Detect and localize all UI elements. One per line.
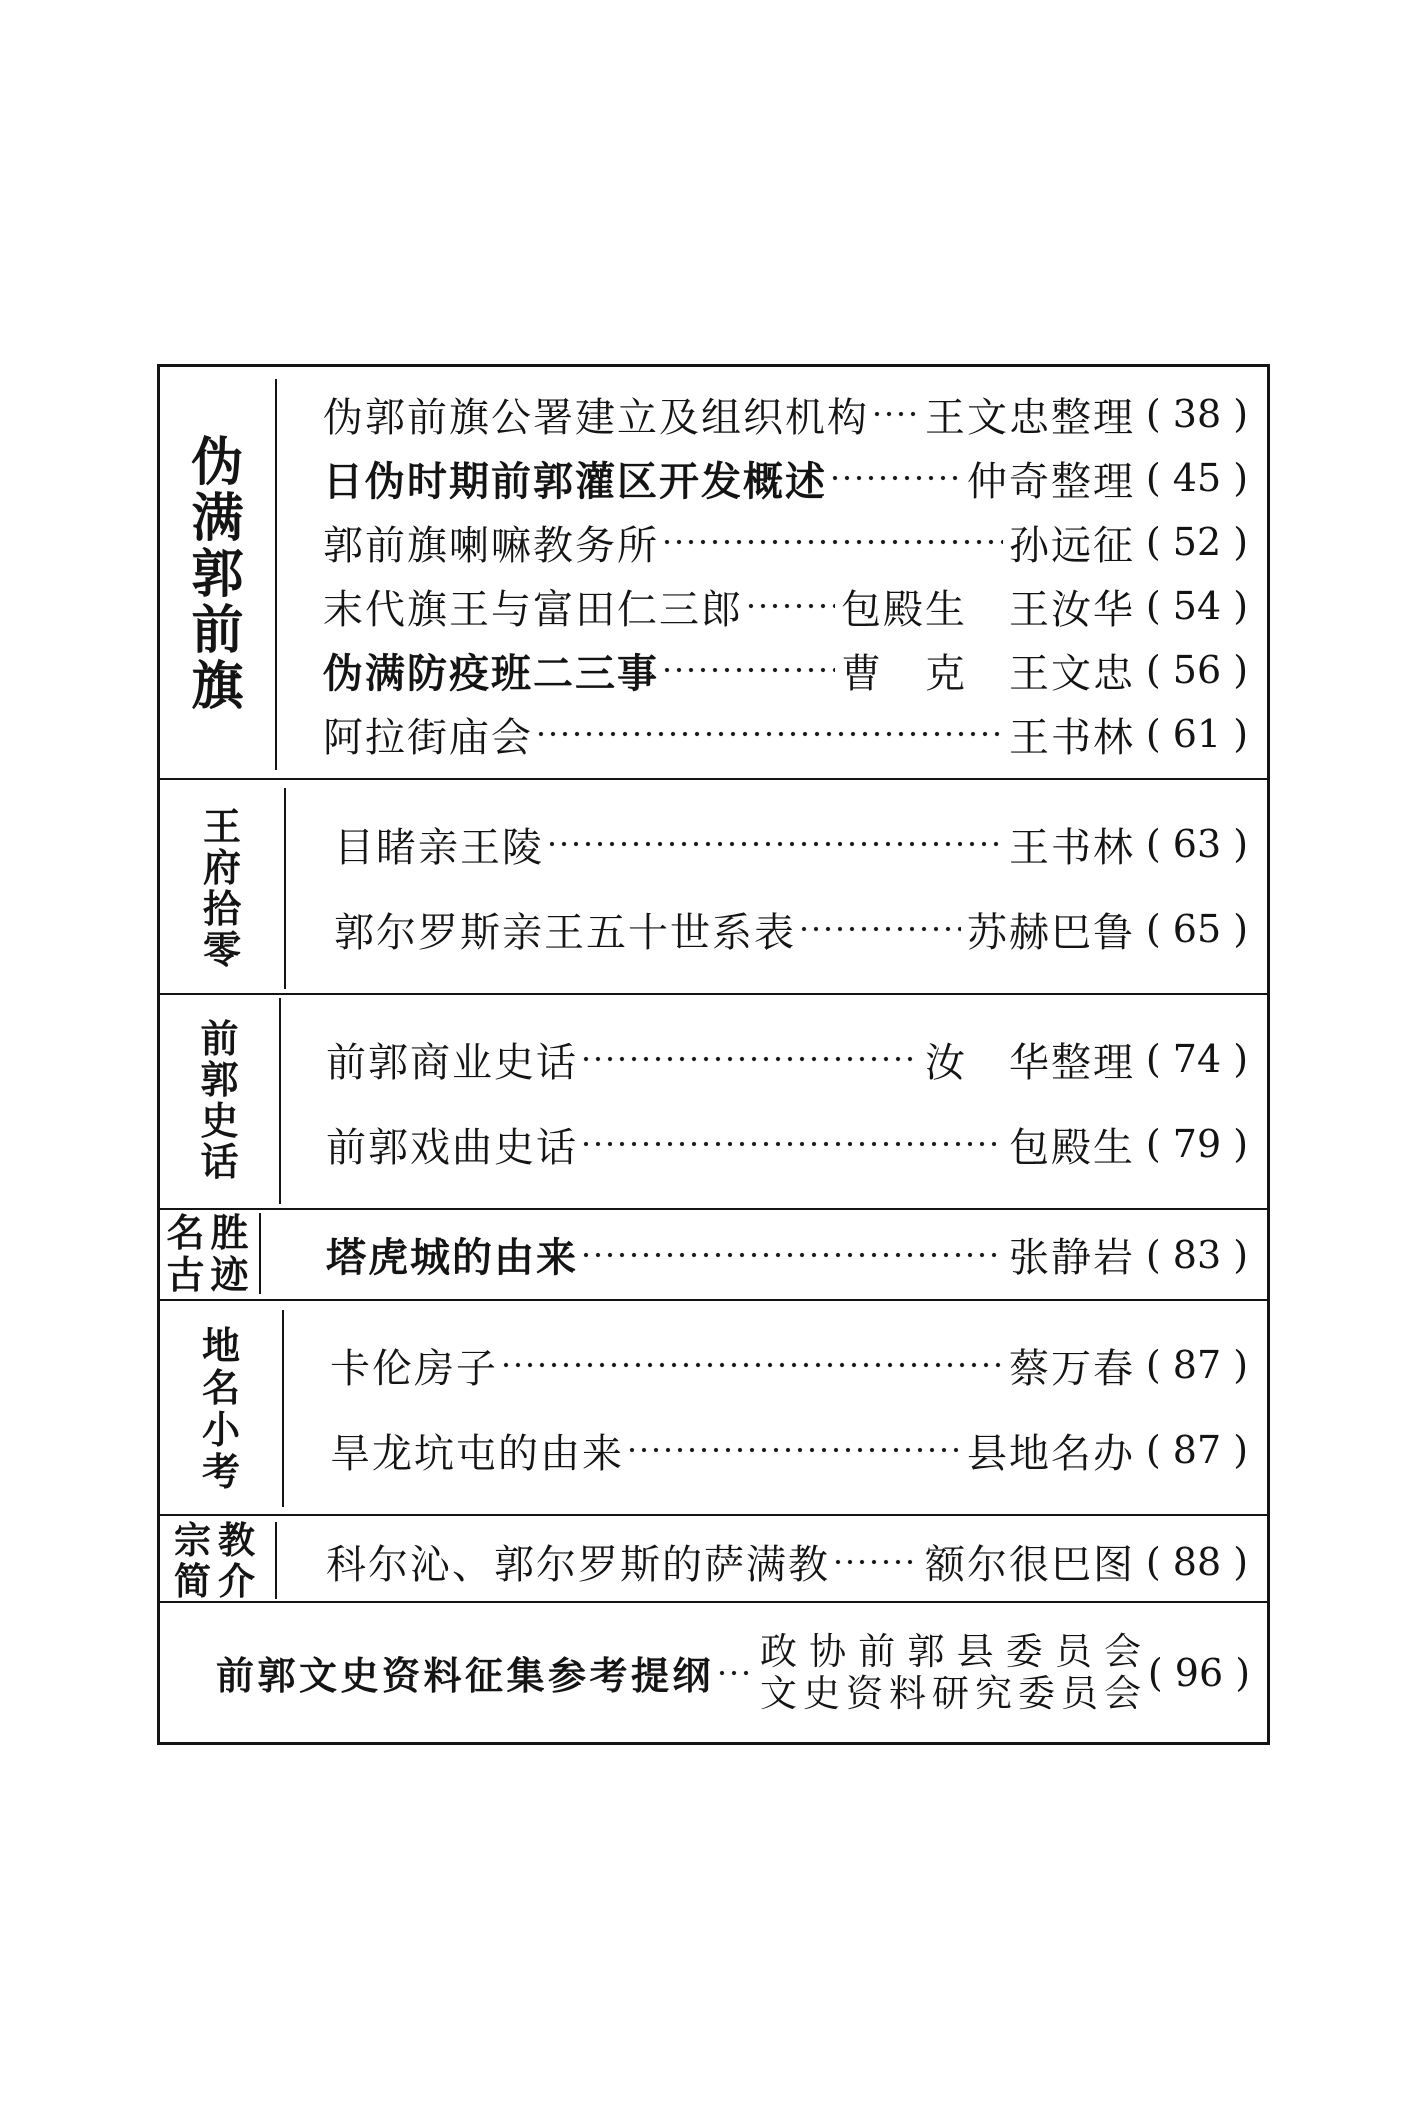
section-entries	[323, 367, 1253, 778]
entry-title: 郭尔罗斯亲王五十世系表	[334, 909, 796, 956]
toc-entry	[334, 887, 1253, 972]
entry-page: ( 63 )	[1145, 822, 1249, 866]
toc-entry	[326, 1017, 1253, 1102]
toc-entry	[323, 638, 1253, 702]
entry-author-line: 文史资料研究委员会	[760, 1671, 1141, 1715]
toc-appendix-entry	[216, 1603, 1253, 1742]
leader-dots	[546, 840, 1003, 848]
toc-section	[160, 1514, 1267, 1601]
entry-page: ( 52 )	[1145, 520, 1249, 564]
toc-entry	[323, 382, 1253, 446]
entry-title: 旱龙坑屯的由来	[330, 1430, 624, 1477]
toc-section	[160, 778, 1267, 993]
toc-entry	[323, 574, 1253, 638]
entry-page: ( 38 )	[1145, 392, 1249, 436]
entry-author: 王书林	[1009, 824, 1135, 871]
leader-dots	[580, 1140, 1003, 1148]
leader-dots	[580, 1055, 919, 1063]
entry-title: 目睹亲王陵	[334, 824, 544, 871]
entry-title: 科尔沁、郭尔罗斯的萨满教	[326, 1542, 830, 1588]
entry-page: ( 79 )	[1145, 1122, 1249, 1166]
entry-title: 前郭文史资料征集参考提纲	[216, 1654, 715, 1698]
leader-dots	[745, 602, 835, 610]
entry-title: 前郭戏曲史话	[326, 1124, 578, 1171]
toc-entry	[334, 802, 1253, 887]
entry-author-line: 政协前郭县委员会	[760, 1629, 1141, 1673]
leader-dots	[829, 474, 961, 482]
entry-page: ( 88 )	[1145, 1539, 1249, 1584]
section-label-text: 前郭史话	[200, 1017, 239, 1184]
table-of-contents	[157, 364, 1270, 1745]
leader-dots	[832, 1558, 919, 1566]
entry-page: ( 65 )	[1145, 907, 1249, 951]
section-entries	[330, 1301, 1253, 1514]
section-entries	[326, 1210, 1253, 1299]
toc-entry	[330, 1323, 1253, 1408]
section-label	[160, 1518, 277, 1603]
entry-title: 前郭商业史话	[326, 1039, 578, 1086]
entry-title: 伪满防疫班二三事	[323, 650, 659, 697]
entry-author: 王文忠整理	[925, 394, 1135, 441]
entry-author: 蔡万春	[1009, 1345, 1135, 1392]
toc-entry	[323, 446, 1253, 510]
section-label	[160, 379, 277, 770]
entry-title: 郭前旗喇嘛教务所	[323, 522, 659, 569]
entry-author: 苏赫巴鲁	[967, 909, 1135, 956]
leader-dots	[626, 1446, 961, 1454]
entry-title: 卡伦房子	[330, 1345, 498, 1392]
entry-page: ( 45 )	[1145, 456, 1249, 500]
section-entries	[326, 1516, 1253, 1601]
toc-entry	[323, 510, 1253, 574]
entry-title: 阿拉街庙会	[323, 714, 533, 761]
toc-section	[160, 1208, 1267, 1299]
entry-page: ( 54 )	[1145, 584, 1249, 628]
entry-author: 曹 克 王文忠	[841, 650, 1135, 697]
section-label	[160, 1210, 261, 1297]
entry-author: 孙远征	[1009, 522, 1135, 569]
section-label	[160, 788, 286, 989]
leader-dots	[871, 410, 919, 418]
entry-title: 末代旗王与富田仁三郎	[323, 586, 743, 633]
toc-section	[160, 367, 1267, 778]
entry-title: 伪郭前旗公署建立及组织机构	[323, 394, 869, 441]
entry-author-block	[760, 1631, 1141, 1715]
entry-author: 包殿生 王汝华	[841, 586, 1135, 633]
leader-dots	[661, 666, 835, 674]
entry-page: ( 87 )	[1145, 1428, 1249, 1472]
entry-author: 县地名办	[967, 1430, 1135, 1477]
leader-dots	[661, 538, 1003, 546]
section-label-text: 伪满郭前旗	[191, 432, 244, 717]
leader-dots	[580, 1251, 1003, 1259]
entry-author: 张静岩	[1009, 1235, 1135, 1281]
toc-section	[160, 1299, 1267, 1514]
section-label	[160, 1310, 284, 1507]
entry-title: 日伪时期前郭灌区开发概述	[323, 458, 827, 505]
section-label	[160, 998, 281, 1204]
toc-entry	[326, 1530, 1253, 1594]
entry-author: 包殿生	[1009, 1124, 1135, 1171]
toc-section-appendix	[160, 1601, 1267, 1742]
entry-author: 汝 华整理	[925, 1039, 1135, 1086]
section-label-text: 地名小考	[201, 1323, 240, 1494]
leader-dots	[716, 1669, 754, 1677]
entry-author: 额尔很巴图	[925, 1542, 1135, 1588]
section-entries	[334, 780, 1253, 993]
toc-section	[160, 993, 1267, 1208]
entry-page: ( 61 )	[1145, 712, 1249, 756]
section-label-text: 名胜古迹	[166, 1210, 255, 1297]
leader-dots	[535, 730, 1003, 738]
entry-title: 塔虎城的由来	[326, 1235, 578, 1281]
leader-dots	[798, 925, 961, 933]
entry-page: ( 83 )	[1145, 1232, 1249, 1277]
toc-entry	[326, 1102, 1253, 1187]
toc-entry	[330, 1408, 1253, 1493]
entry-page: ( 56 )	[1145, 648, 1249, 692]
leader-dots	[500, 1361, 1003, 1369]
entry-author: 王书林	[1009, 714, 1135, 761]
toc-entry	[326, 1223, 1253, 1287]
section-label-text: 王府拾零	[202, 804, 241, 972]
entry-author: 仲奇整理	[967, 458, 1135, 505]
entry-page: ( 87 )	[1145, 1343, 1249, 1387]
section-entries	[326, 995, 1253, 1208]
toc-entry	[323, 702, 1253, 766]
entry-page: ( 96 )	[1147, 1650, 1251, 1695]
entry-page: ( 74 )	[1145, 1037, 1249, 1081]
section-label-text: 宗教简介	[174, 1518, 262, 1603]
